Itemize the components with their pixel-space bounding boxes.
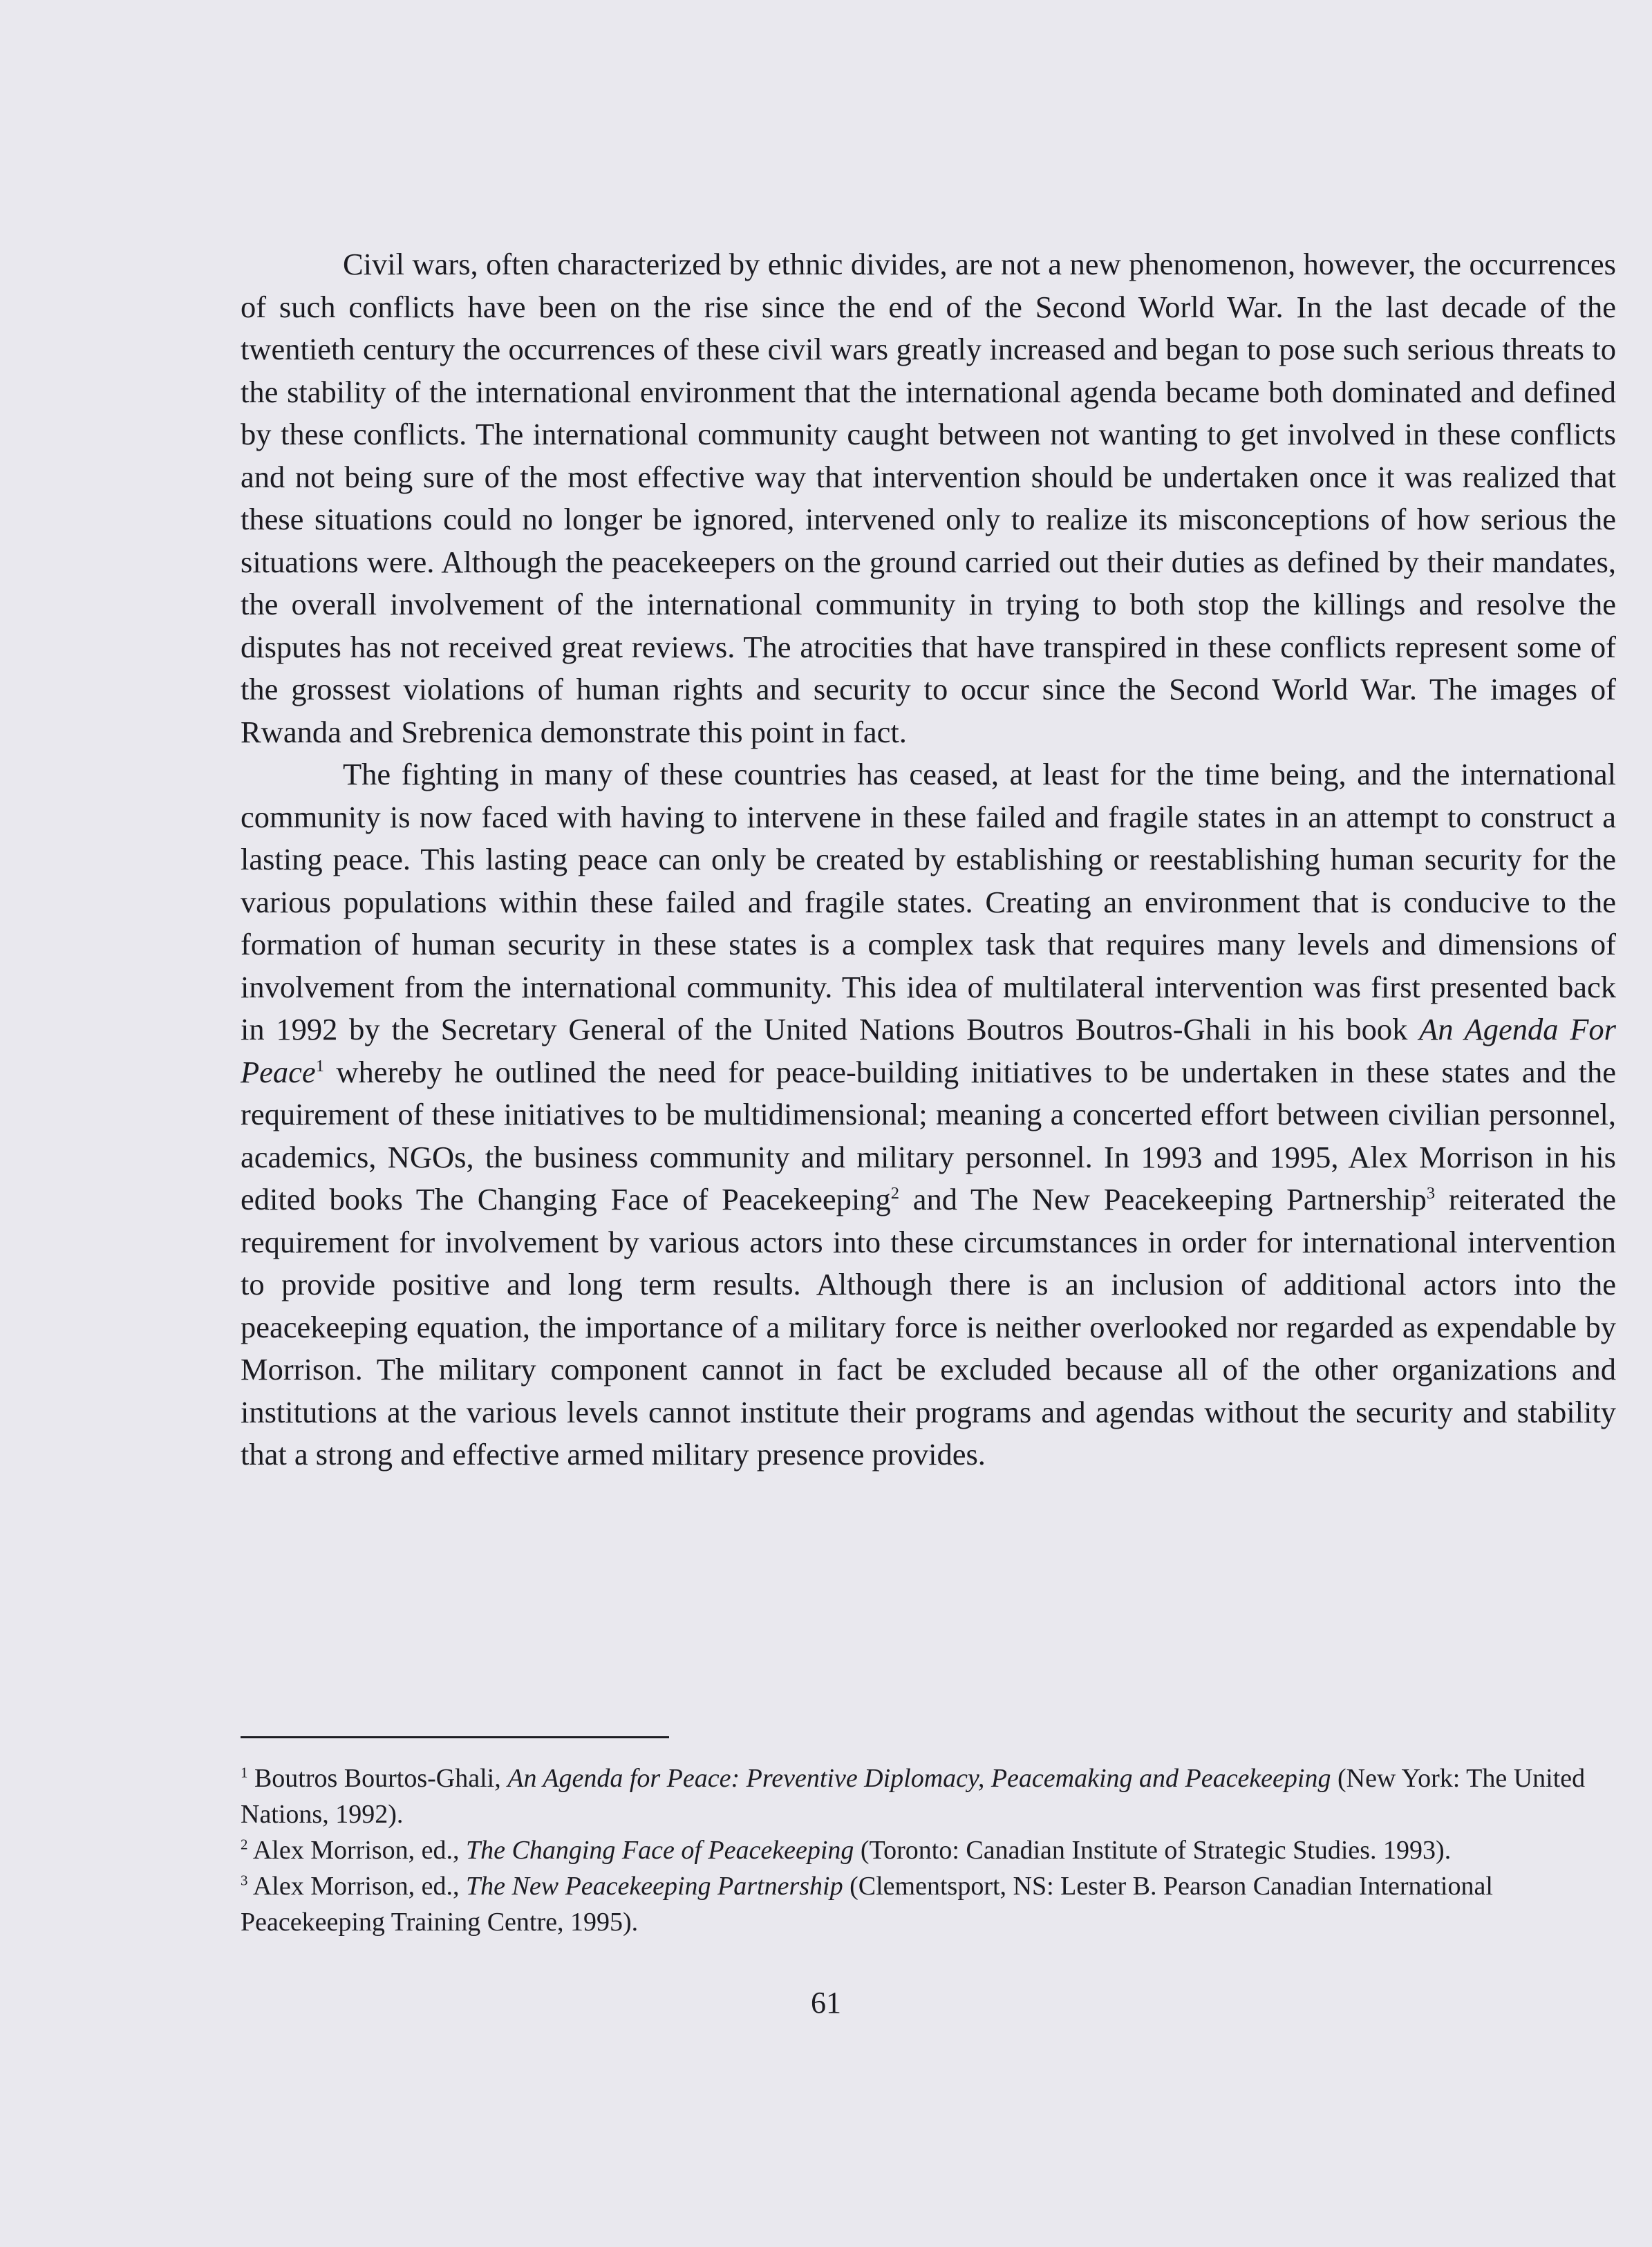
paragraph — [241, 753, 1616, 1476]
footnote-number: 2 — [241, 1836, 248, 1853]
footnote — [241, 1760, 1616, 1832]
footnote-reference: 3 — [1426, 1184, 1436, 1203]
footnote — [241, 1868, 1616, 1940]
footnote — [241, 1832, 1616, 1868]
italic-text: The Changing Face of Peacekeeping — [466, 1836, 854, 1865]
footnote-number: 1 — [241, 1764, 248, 1781]
italic-text: An Agenda for Peace: Preventive Diplomacy, Peacemaking and Peacekeeping — [507, 1764, 1331, 1793]
footnote-text — [247, 1836, 1451, 1865]
text-run: (Toronto: Canadian Institute of Strategic Studies. 1993). — [854, 1836, 1452, 1865]
italic-text: The New Peacekeeping Partnership — [466, 1872, 843, 1901]
text-run: The fighting in many of these countries has ceased, at least for the time being, and the international community is now faced with having to intervene in these failed and fragile states in an attempt to construct a lasting peace. This lasting peace can only be created by establishing or reestablishing human security for the various populations within these failed and fragile states. Creating an environment that is conducive to the formation of human security in these states is a complex task that requires many levels and dimensions of involvement from the international community. This idea of multilateral intervention was first presented back in 1992 by the Secretary General of the United Nations Boutros Boutros-Ghali in his book — [241, 757, 1616, 1046]
text-run: (Clementsport, NS: Lester B. Pearson Canadian International Peacekeeping Training Centre, 1995). — [241, 1872, 1493, 1937]
footnotes — [241, 1760, 1616, 1940]
footnote-number: 3 — [241, 1872, 248, 1889]
text-run: reiterated the requirement for involvement by various actors into these circumstances in order for international intervention to provide positive and long term results. Although there is an inclusion of additional actors into the peacekeeping equation, the importance of a military force is neither overlooked nor regarded as expendable by Morrison. The military component cannot in fact be excluded because all of the other organizations and institutions at the various levels cannot institute their programs and agendas without the security and stability that a strong and effective armed military presence provides. — [241, 1182, 1616, 1472]
footnote-reference: 1 — [315, 1056, 324, 1075]
text-run: and The New Peacekeeping Partnership — [899, 1182, 1427, 1216]
footnote-text — [241, 1764, 1585, 1829]
page-number: 61 — [811, 1986, 841, 2020]
text-run: (New York: The United Nations, 1992). — [241, 1764, 1586, 1829]
footnote-text — [241, 1872, 1493, 1937]
text-run: Civil wars, often characterized by ethnic divides, are not a new phenomenon, however, the occurrences of such conflicts have been on the rise since the end of the Second World War. In the last decade of the twentieth century the occurrences of these civil wars greatly increased and began to pose such serious threats to the stability of the international environment that the international agenda became both dominated and defined by these conflicts. The international community caught between not wanting to get involved in these conflicts and not being sure of the most effective way that intervention should be undertaken once it was realized that these situations could no longer be ignored, intervened only to realize its misconceptions of how serious the situations were. Although the peacekeepers on the ground carried out their duties as defined by their mandates, the overall involvement of the international community in trying to both stop the killings and resolve the disputes has not received great reviews. The atrocities that have transpired in these conflicts represent some of the grossest violations of human rights and security to occur since the Second World War. The images of Rwanda and Srebrenica demonstrate this point in fact. — [241, 247, 1616, 749]
text-run: Alex Morrison, ed., — [247, 1836, 467, 1865]
text-run: Boutros Bourtos-Ghali, — [247, 1764, 508, 1793]
paragraph — [241, 243, 1616, 753]
text-run: whereby he outlined the need for peace-building initiatives to be undertaken in these states and the requirement of these initiatives to be multidimensional; meaning a concerted effort between civilian personnel, academics, NGOs, the business community and military personnel. In 1993 and 1995, Alex Morrison in his edited books The Changing Face of Peacekeeping — [241, 1054, 1616, 1216]
footnote-reference: 2 — [890, 1184, 900, 1203]
italic-text: An Agenda For Peace — [241, 1012, 1616, 1089]
text-run: Alex Morrison, ed., — [247, 1872, 467, 1901]
body-text — [241, 243, 1616, 1476]
footnote-separator — [241, 1736, 669, 1738]
